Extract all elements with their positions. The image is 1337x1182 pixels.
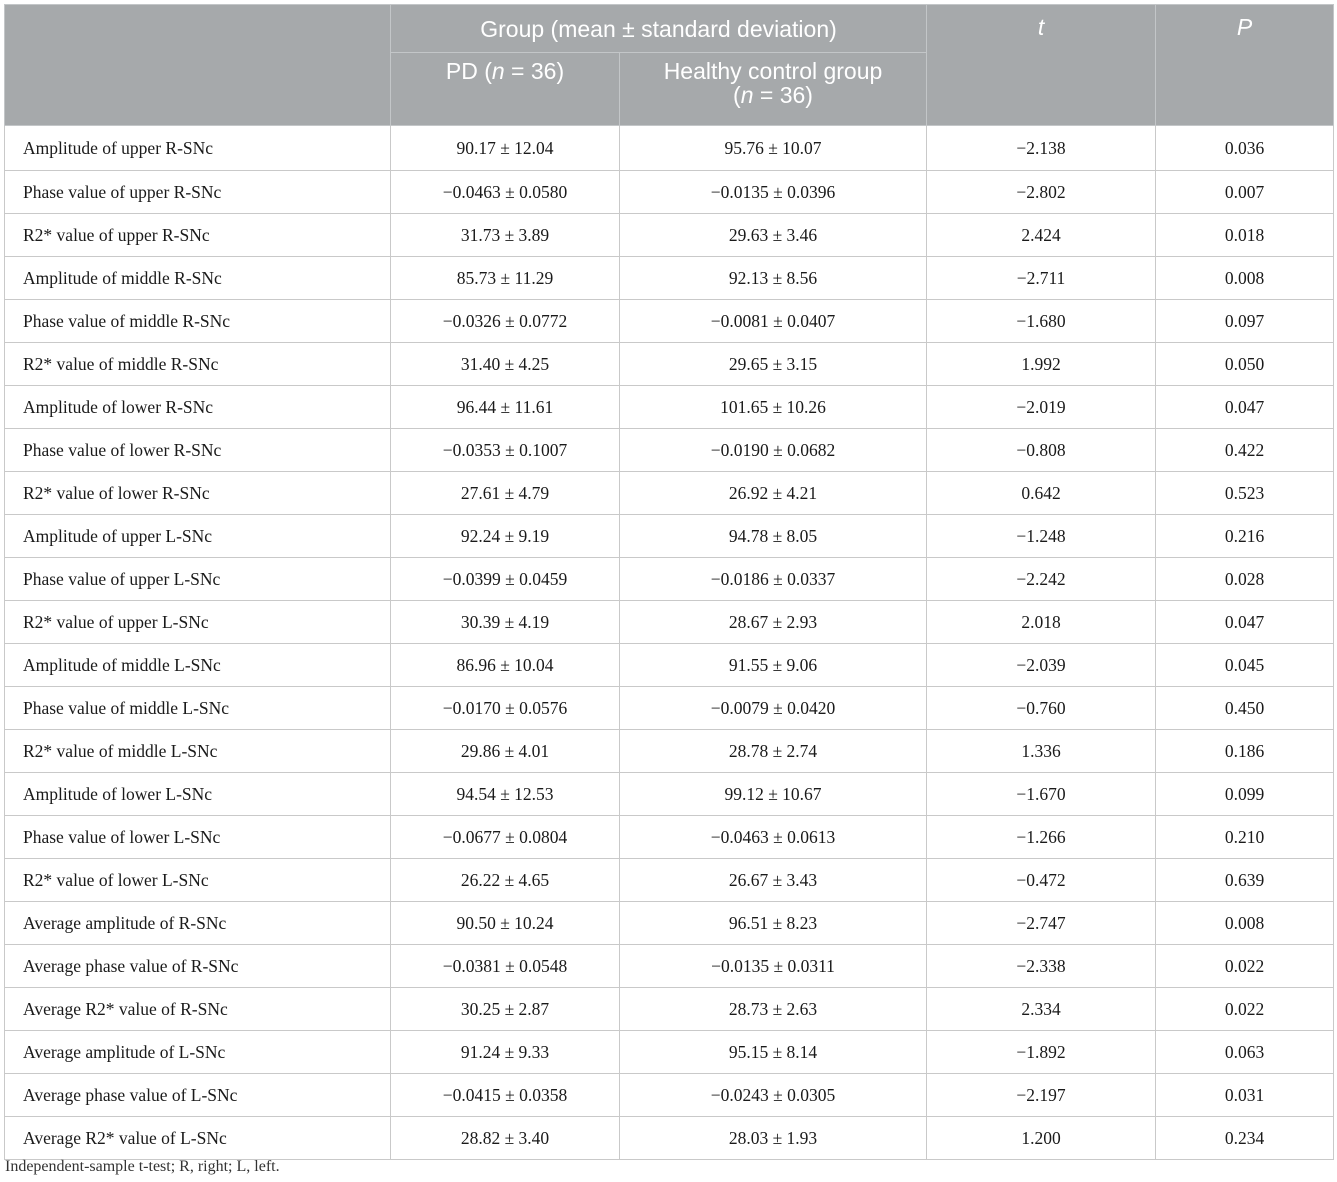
row-label: Amplitude of lower R-SNc xyxy=(5,386,391,429)
table-row xyxy=(5,1117,1334,1160)
healthy-control-value: 29.65 ± 3.15 xyxy=(620,343,927,386)
table-row xyxy=(5,945,1334,988)
t-value: 1.200 xyxy=(927,1117,1156,1160)
row-label: Phase value of lower R-SNc xyxy=(5,429,391,472)
healthy-control-value: 99.12 ± 10.67 xyxy=(620,773,927,816)
row-label: Phase value of middle R-SNc xyxy=(5,300,391,343)
row-label: Phase value of middle L-SNc xyxy=(5,687,391,730)
p-value: 0.210 xyxy=(1156,816,1334,859)
p-value: 0.523 xyxy=(1156,472,1334,515)
t-value: −0.472 xyxy=(927,859,1156,902)
healthy-control-value: 91.55 ± 9.06 xyxy=(620,644,927,687)
table-row xyxy=(5,601,1334,644)
t-value: −0.760 xyxy=(927,687,1156,730)
table-row xyxy=(5,126,1334,171)
table-row xyxy=(5,429,1334,472)
healthy-control-value: 92.13 ± 8.56 xyxy=(620,257,927,300)
p-value: 0.007 xyxy=(1156,171,1334,214)
pd-value: 85.73 ± 11.29 xyxy=(391,257,620,300)
healthy-control-value: −0.0243 ± 0.0305 xyxy=(620,1074,927,1117)
healthy-control-value: 28.67 ± 2.93 xyxy=(620,601,927,644)
p-value: 0.047 xyxy=(1156,386,1334,429)
t-value: 1.992 xyxy=(927,343,1156,386)
healthy-control-value: 26.92 ± 4.21 xyxy=(620,472,927,515)
p-value: 0.031 xyxy=(1156,1074,1334,1117)
row-label: Average phase value of L-SNc xyxy=(5,1074,391,1117)
p-value: 0.063 xyxy=(1156,1031,1334,1074)
table-row xyxy=(5,816,1334,859)
pd-value: −0.0170 ± 0.0576 xyxy=(391,687,620,730)
table-row xyxy=(5,171,1334,214)
t-value: −2.711 xyxy=(927,257,1156,300)
pd-value: 91.24 ± 9.33 xyxy=(391,1031,620,1074)
healthy-control-value: −0.0186 ± 0.0337 xyxy=(620,558,927,601)
t-value: −2.197 xyxy=(927,1074,1156,1117)
t-value: −1.266 xyxy=(927,816,1156,859)
healthy-control-value: 95.15 ± 8.14 xyxy=(620,1031,927,1074)
healthy-control-value: 28.78 ± 2.74 xyxy=(620,730,927,773)
table-header xyxy=(5,5,1334,126)
t-value: −1.248 xyxy=(927,515,1156,558)
t-value: −1.892 xyxy=(927,1031,1156,1074)
p-value: 0.022 xyxy=(1156,945,1334,988)
healthy-control-value: −0.0463 ± 0.0613 xyxy=(620,816,927,859)
row-label: Phase value of upper R-SNc xyxy=(5,171,391,214)
row-label: Amplitude of lower L-SNc xyxy=(5,773,391,816)
p-value: 0.639 xyxy=(1156,859,1334,902)
pd-value: 90.17 ± 12.04 xyxy=(391,126,620,171)
table-row xyxy=(5,257,1334,300)
healthy-control-value: 101.65 ± 10.26 xyxy=(620,386,927,429)
header-pd: PD (n = 36) xyxy=(391,53,620,126)
row-label: Phase value of lower L-SNc xyxy=(5,816,391,859)
p-value: 0.097 xyxy=(1156,300,1334,343)
pd-value: 29.86 ± 4.01 xyxy=(391,730,620,773)
row-label: Amplitude of upper R-SNc xyxy=(5,126,391,171)
row-label: Average R2* value of L-SNc xyxy=(5,1117,391,1160)
t-value: −0.808 xyxy=(927,429,1156,472)
table-body xyxy=(5,126,1334,1160)
pd-value: 90.50 ± 10.24 xyxy=(391,902,620,945)
table-row xyxy=(5,214,1334,257)
pd-value: −0.0415 ± 0.0358 xyxy=(391,1074,620,1117)
table-row xyxy=(5,644,1334,687)
row-label: R2* value of middle R-SNc xyxy=(5,343,391,386)
row-label: Phase value of upper L-SNc xyxy=(5,558,391,601)
table-row xyxy=(5,730,1334,773)
healthy-control-value: −0.0081 ± 0.0407 xyxy=(620,300,927,343)
pd-value: −0.0677 ± 0.0804 xyxy=(391,816,620,859)
t-value: 2.334 xyxy=(927,988,1156,1031)
row-label: Average phase value of R-SNc xyxy=(5,945,391,988)
t-value: 0.642 xyxy=(927,472,1156,515)
table-row xyxy=(5,558,1334,601)
header-group-title: Group (mean ± standard deviation) xyxy=(391,5,927,53)
table-row xyxy=(5,902,1334,945)
pd-value: 31.73 ± 3.89 xyxy=(391,214,620,257)
pd-value: 30.39 ± 4.19 xyxy=(391,601,620,644)
pd-value: 94.54 ± 12.53 xyxy=(391,773,620,816)
p-value: 0.008 xyxy=(1156,257,1334,300)
p-value: 0.050 xyxy=(1156,343,1334,386)
p-value: 0.022 xyxy=(1156,988,1334,1031)
row-label: Amplitude of middle L-SNc xyxy=(5,644,391,687)
t-value: 2.018 xyxy=(927,601,1156,644)
table-row xyxy=(5,343,1334,386)
p-value: 0.018 xyxy=(1156,214,1334,257)
results-table xyxy=(4,4,1334,1160)
t-value: −2.338 xyxy=(927,945,1156,988)
healthy-control-value: −0.0135 ± 0.0311 xyxy=(620,945,927,988)
pd-value: 27.61 ± 4.79 xyxy=(391,472,620,515)
pd-value: 92.24 ± 9.19 xyxy=(391,515,620,558)
p-value: 0.450 xyxy=(1156,687,1334,730)
healthy-control-value: 94.78 ± 8.05 xyxy=(620,515,927,558)
healthy-control-value: 29.63 ± 3.46 xyxy=(620,214,927,257)
p-value: 0.045 xyxy=(1156,644,1334,687)
table-row xyxy=(5,773,1334,816)
healthy-control-value: 28.73 ± 2.63 xyxy=(620,988,927,1031)
header-t: t xyxy=(927,5,1156,126)
healthy-control-value: 95.76 ± 10.07 xyxy=(620,126,927,171)
t-value: −2.747 xyxy=(927,902,1156,945)
t-value: −1.670 xyxy=(927,773,1156,816)
row-label: Amplitude of upper L-SNc xyxy=(5,515,391,558)
t-value: −1.680 xyxy=(927,300,1156,343)
p-value: 0.099 xyxy=(1156,773,1334,816)
healthy-control-value: −0.0135 ± 0.0396 xyxy=(620,171,927,214)
pd-value: 31.40 ± 4.25 xyxy=(391,343,620,386)
table-row xyxy=(5,386,1334,429)
t-value: −2.242 xyxy=(927,558,1156,601)
healthy-control-value: 96.51 ± 8.23 xyxy=(620,902,927,945)
p-value: 0.234 xyxy=(1156,1117,1334,1160)
table-row xyxy=(5,859,1334,902)
t-value: −2.019 xyxy=(927,386,1156,429)
p-value: 0.008 xyxy=(1156,902,1334,945)
row-label: R2* value of lower R-SNc xyxy=(5,472,391,515)
t-value: −2.039 xyxy=(927,644,1156,687)
healthy-control-value: 28.03 ± 1.93 xyxy=(620,1117,927,1160)
t-value: 1.336 xyxy=(927,730,1156,773)
row-label: R2* value of middle L-SNc xyxy=(5,730,391,773)
table-row xyxy=(5,988,1334,1031)
pd-value: −0.0463 ± 0.0580 xyxy=(391,171,620,214)
pd-value: −0.0326 ± 0.0772 xyxy=(391,300,620,343)
healthy-control-value: −0.0190 ± 0.0682 xyxy=(620,429,927,472)
pd-value: 96.44 ± 11.61 xyxy=(391,386,620,429)
healthy-control-value: 26.67 ± 3.43 xyxy=(620,859,927,902)
p-value: 0.047 xyxy=(1156,601,1334,644)
table-footnote: Independent-sample t-test; R, right; L, left. xyxy=(5,1158,280,1175)
pd-value: 28.82 ± 3.40 xyxy=(391,1117,620,1160)
p-value: 0.422 xyxy=(1156,429,1334,472)
pd-value: 30.25 ± 2.87 xyxy=(391,988,620,1031)
table-row xyxy=(5,515,1334,558)
row-label: R2* value of upper R-SNc xyxy=(5,214,391,257)
table-row xyxy=(5,472,1334,515)
header-blank-cell xyxy=(5,5,391,126)
table-row xyxy=(5,687,1334,730)
row-label: Amplitude of middle R-SNc xyxy=(5,257,391,300)
row-label: Average R2* value of R-SNc xyxy=(5,988,391,1031)
p-value: 0.036 xyxy=(1156,126,1334,171)
row-label: Average amplitude of L-SNc xyxy=(5,1031,391,1074)
p-value: 0.028 xyxy=(1156,558,1334,601)
healthy-control-value: −0.0079 ± 0.0420 xyxy=(620,687,927,730)
t-value: −2.138 xyxy=(927,126,1156,171)
header-healthy-control: Healthy control group (n = 36) xyxy=(620,53,927,126)
table-row xyxy=(5,1031,1334,1074)
header-p: P xyxy=(1156,5,1334,126)
pd-value: −0.0381 ± 0.0548 xyxy=(391,945,620,988)
t-value: −2.802 xyxy=(927,171,1156,214)
row-label: R2* value of upper L-SNc xyxy=(5,601,391,644)
t-value: 2.424 xyxy=(927,214,1156,257)
p-value: 0.216 xyxy=(1156,515,1334,558)
pd-value: −0.0353 ± 0.1007 xyxy=(391,429,620,472)
row-label: Average amplitude of R-SNc xyxy=(5,902,391,945)
pd-value: 86.96 ± 10.04 xyxy=(391,644,620,687)
row-label: R2* value of lower L-SNc xyxy=(5,859,391,902)
pd-value: −0.0399 ± 0.0459 xyxy=(391,558,620,601)
p-value: 0.186 xyxy=(1156,730,1334,773)
table-row xyxy=(5,1074,1334,1117)
pd-value: 26.22 ± 4.65 xyxy=(391,859,620,902)
table-row xyxy=(5,300,1334,343)
